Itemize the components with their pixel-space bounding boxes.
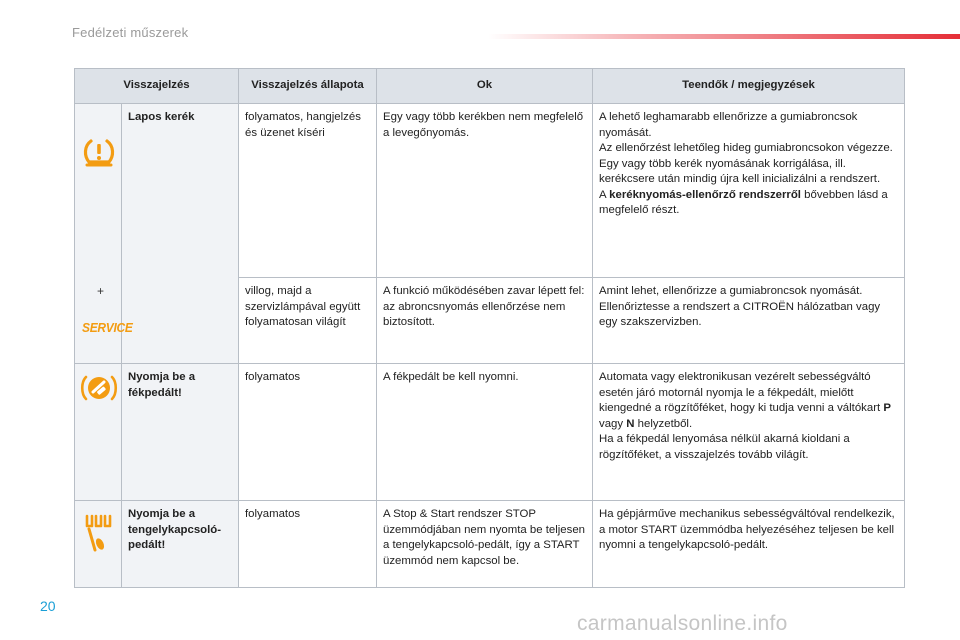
indicator-name: Nyomja be a fékpedált! (122, 364, 239, 501)
indicator-state: folyamatos, hangjelzés és üzenet kíséri (239, 104, 377, 278)
column-header-cause: Ok (377, 69, 593, 104)
indicator-cause: A Stop & Start rendszer STOP üzemmódjában nem nyomta be teljesen a tengelykapcsoló-pedált, így a START üzemmód nem kapcsol be. (377, 501, 593, 588)
column-header-action: Teendők / megjegyzések (593, 69, 905, 104)
column-header-indicator: Visszajelzés (75, 69, 239, 104)
brake-icon-cell (75, 364, 122, 501)
section-title: Fedélzeti műszerek (72, 25, 189, 40)
tyre-icon-cell (75, 104, 133, 364)
indicator-cause: A fékpedált be kell nyomni. (377, 364, 593, 501)
indicator-action: A lehető leghamarabb ellenőrizze a gumiabroncsok nyomását. Az ellenőrzést lehetőleg hideg gumiabroncsokon végezze. Egy vagy több kerék nyomásának korrigálása, ill. kerékcsere után mindig újra kell inicializálni a rendszert. A keréknyomás-ellenőrző rendszerről bővebben lásd a megfelelő részt. (593, 104, 905, 278)
indicator-state: folyamatos (239, 501, 377, 588)
indicator-name: Nyomja be a tengelykapcsoló-pedált! (122, 501, 239, 588)
indicator-action: Automata vagy elektronikusan vezérelt sebességváltó esetén járó motornál nyomja le a fékpedált, mielőtt kiengedné a rögzítőféket, hogy ki tudja venni a váltókart P vagy N helyzetből. Ha a fékpedál lenyomása nélkül akarná kioldani a rögzítőféket, a visszajelzés tovább világít. (593, 364, 905, 501)
indicator-cause: Egy vagy több kerékben nem megfelelő a levegőnyomás. (377, 104, 593, 278)
indicator-name: Lapos kerék (122, 104, 239, 364)
indicator-state: folyamatos (239, 364, 377, 501)
indicator-action: Ha gépjárműve mechanikus sebességváltóval rendelkezik, a motor START üzemmódba helyezéséhez teljesen be kell nyomni a tengelykapcsoló-pedált. (593, 501, 905, 588)
tyre-pressure-warning-icon (82, 138, 116, 170)
watermark: carmanualsonline.info (577, 612, 788, 635)
clutch-icon-cell (75, 501, 122, 588)
page-number: 20 (40, 598, 56, 614)
indicator-state: villog, majd a szervizlámpával együtt folyamatosan világít (239, 278, 377, 364)
warning-lights-table (74, 68, 905, 588)
brake-pedal-icon (80, 374, 118, 402)
plus-sign: + (97, 284, 105, 298)
table-header-row (75, 69, 905, 104)
clutch-pedal-icon (83, 513, 115, 553)
indicator-action: Amint lehet, ellenőrizze a gumiabroncsok nyomását. Ellenőriztesse a rendszert a CITROËN hálózatban vagy egy szakszervizben. (593, 278, 905, 364)
table-row (75, 104, 905, 278)
table-row (75, 364, 905, 501)
service-warning-icon: SERVICE (82, 320, 133, 335)
indicator-cause: A funkció működésében zavar lépett fel: az abroncsnyomás ellenőrzése nem biztosított. (377, 278, 593, 364)
column-header-state: Visszajelzés állapota (239, 69, 377, 104)
header-accent-bar (488, 34, 960, 39)
table-row (75, 501, 905, 588)
